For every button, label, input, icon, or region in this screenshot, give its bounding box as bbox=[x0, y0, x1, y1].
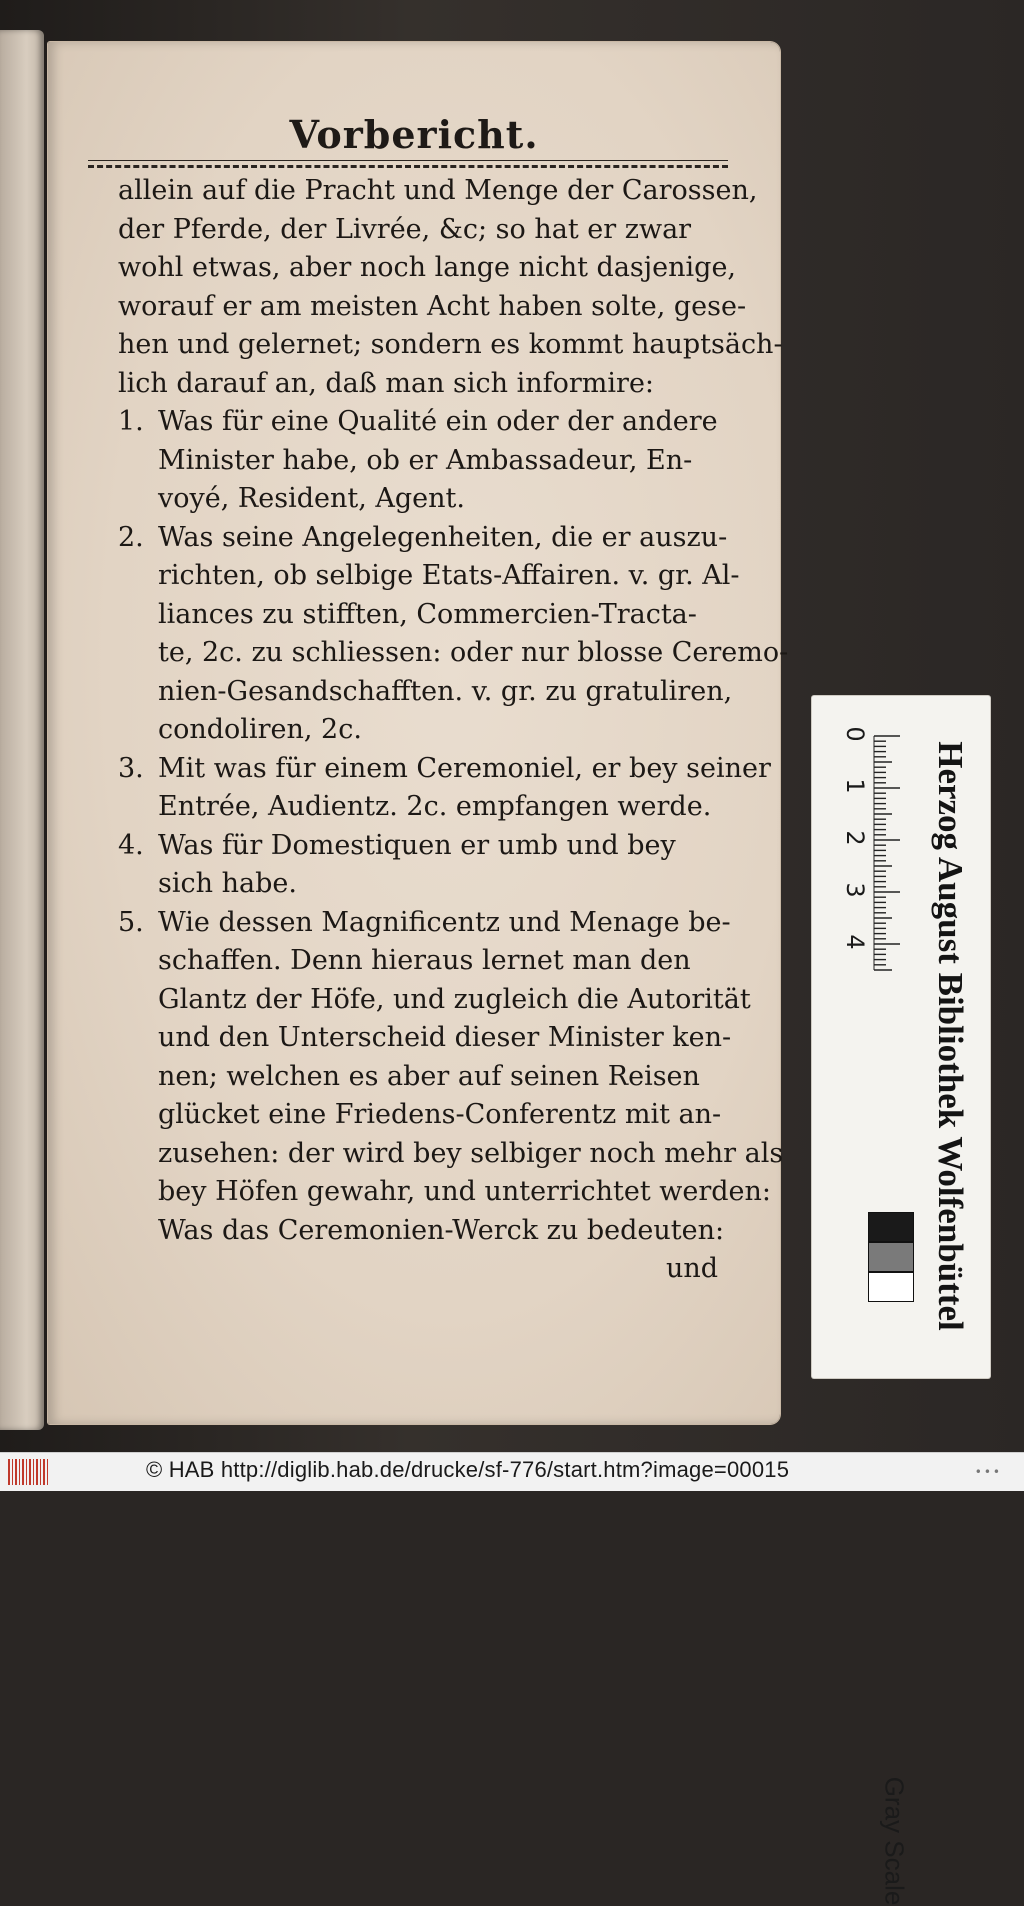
header-rule-dashed bbox=[88, 165, 728, 168]
text-line bbox=[118, 1019, 732, 1058]
page-header: Vorbericht. bbox=[289, 112, 539, 157]
line-text: wohl etwas, aber noch lange nicht dasjenige, bbox=[118, 252, 737, 283]
text-line bbox=[118, 673, 733, 712]
item-number: 4. bbox=[118, 829, 144, 861]
item-number: 2. bbox=[118, 521, 144, 553]
ruler-number: 0 bbox=[841, 726, 869, 742]
gray-scale-text: Gray Scale bbox=[879, 1776, 910, 1906]
text-line bbox=[118, 480, 718, 519]
item-number: 1. bbox=[118, 406, 144, 437]
text-line bbox=[118, 750, 771, 789]
text-line bbox=[118, 1058, 718, 1097]
text-line bbox=[118, 326, 783, 365]
line-text: Was das Ceremonien-Werck zu bedeuten: bbox=[158, 1214, 725, 1246]
hab-logo-icon[interactable] bbox=[8, 1459, 48, 1485]
text-line bbox=[118, 1173, 772, 1212]
text-line bbox=[118, 904, 731, 943]
line-text: voyé, Resident, Agent. bbox=[158, 483, 465, 514]
line-text: zusehen: der wird bey selbiger noch mehr als bbox=[158, 1137, 784, 1169]
gray-scale-label bbox=[874, 1776, 914, 1906]
text-line bbox=[118, 365, 718, 404]
text-line bbox=[118, 1212, 725, 1251]
text-line bbox=[118, 249, 737, 288]
catchword: und bbox=[665, 1253, 718, 1284]
ruler-number: 1 bbox=[841, 778, 869, 794]
line-text: liances zu stifften, Commercien-Tracta- bbox=[158, 598, 697, 630]
line-text: schaffen. Denn hieraus lernet man den bbox=[158, 945, 691, 976]
line-text: der Pferde, der Livrée, &c; so hat er zwar bbox=[118, 213, 692, 245]
menu-dots-icon[interactable]: ••• bbox=[974, 1465, 1002, 1479]
text-line bbox=[118, 865, 718, 904]
text-line bbox=[118, 634, 789, 673]
text-line bbox=[118, 557, 740, 596]
text-line bbox=[118, 442, 718, 481]
line-text: nien-Gesandschafften. v. gr. zu gratuliren, bbox=[158, 675, 733, 707]
copyright-link[interactable]: © HAB http://diglib.hab.de/drucke/sf-776/start.htm?image=00015 bbox=[146, 1457, 790, 1482]
text-line bbox=[118, 711, 718, 750]
text-line bbox=[118, 211, 718, 250]
line-text: richten, ob selbige Etats-Affairen. v. gr. Al- bbox=[158, 560, 740, 591]
text-line bbox=[118, 172, 758, 211]
text-line bbox=[118, 1135, 784, 1174]
line-text: condoliren, 2c. bbox=[158, 714, 362, 745]
text-line bbox=[118, 519, 728, 558]
item-number: 5. bbox=[118, 906, 144, 938]
ruler-number: 2 bbox=[841, 830, 869, 846]
line-text: und den Unterscheid dieser Minister ken- bbox=[158, 1022, 732, 1053]
line-text: nen; welchen es aber auf seinen Reisen bbox=[158, 1060, 700, 1092]
line-text: bey Höfen gewahr, und unterrichtet werden: bbox=[158, 1176, 772, 1207]
text-line bbox=[118, 288, 747, 327]
line-text: Wie dessen Magnificentz und Menage be- bbox=[158, 906, 731, 938]
line-text: lich darauf an, daß man sich informire: bbox=[118, 367, 655, 399]
text-line bbox=[118, 1096, 722, 1135]
viewer-footer bbox=[0, 1452, 1024, 1491]
gray-swatch-mid bbox=[868, 1242, 914, 1272]
line-text: Glantz der Höfe, und zugleich die Autorität bbox=[158, 983, 751, 1015]
item-number: 3. bbox=[118, 752, 144, 784]
line-text: te, 2c. zu schliessen: oder nur blosse Ceremo- bbox=[158, 637, 789, 668]
line-text: Was seine Angelegenheiten, die er auszu- bbox=[158, 521, 728, 553]
line-text: Minister habe, ob er Ambassadeur, En- bbox=[158, 444, 693, 476]
ruler-number: 3 bbox=[841, 882, 869, 898]
text-line bbox=[118, 981, 751, 1020]
line-text: Was für eine Qualité ein oder der andere bbox=[158, 406, 718, 437]
text-line bbox=[118, 788, 718, 827]
institution-label bbox=[920, 716, 980, 1356]
line-text: glücket eine Friedens-Conferentz mit an- bbox=[158, 1099, 722, 1130]
gray-swatch-black bbox=[868, 1212, 914, 1242]
line-text: sich habe. bbox=[158, 868, 297, 899]
institution-name: Herzog August Bibliothek Wolfenbüttel bbox=[931, 741, 970, 1331]
line-text: Was für Domestiquen er umb und bey bbox=[158, 829, 676, 861]
book-page bbox=[48, 42, 789, 1424]
text-line bbox=[118, 403, 718, 442]
page-text bbox=[118, 172, 789, 1289]
line-text: worauf er am meisten Acht haben solte, gese- bbox=[118, 290, 747, 322]
header-rule bbox=[88, 160, 728, 161]
text-line bbox=[118, 596, 718, 635]
line-text: Entrée, Audientz. 2c. empfangen werde. bbox=[158, 791, 712, 822]
ruler-number: 4 bbox=[841, 934, 869, 950]
line-text: Mit was für einem Ceremoniel, er bey seiner bbox=[158, 752, 771, 784]
text-line bbox=[118, 942, 718, 981]
text-line bbox=[118, 827, 718, 866]
line-text: allein auf die Pracht und Menge der Carossen, bbox=[118, 175, 758, 206]
left-page-edge bbox=[0, 30, 44, 1430]
line-text: hen und gelernet; sondern es kommt hauptsäch- bbox=[118, 329, 783, 360]
gray-swatch-white bbox=[868, 1272, 914, 1302]
